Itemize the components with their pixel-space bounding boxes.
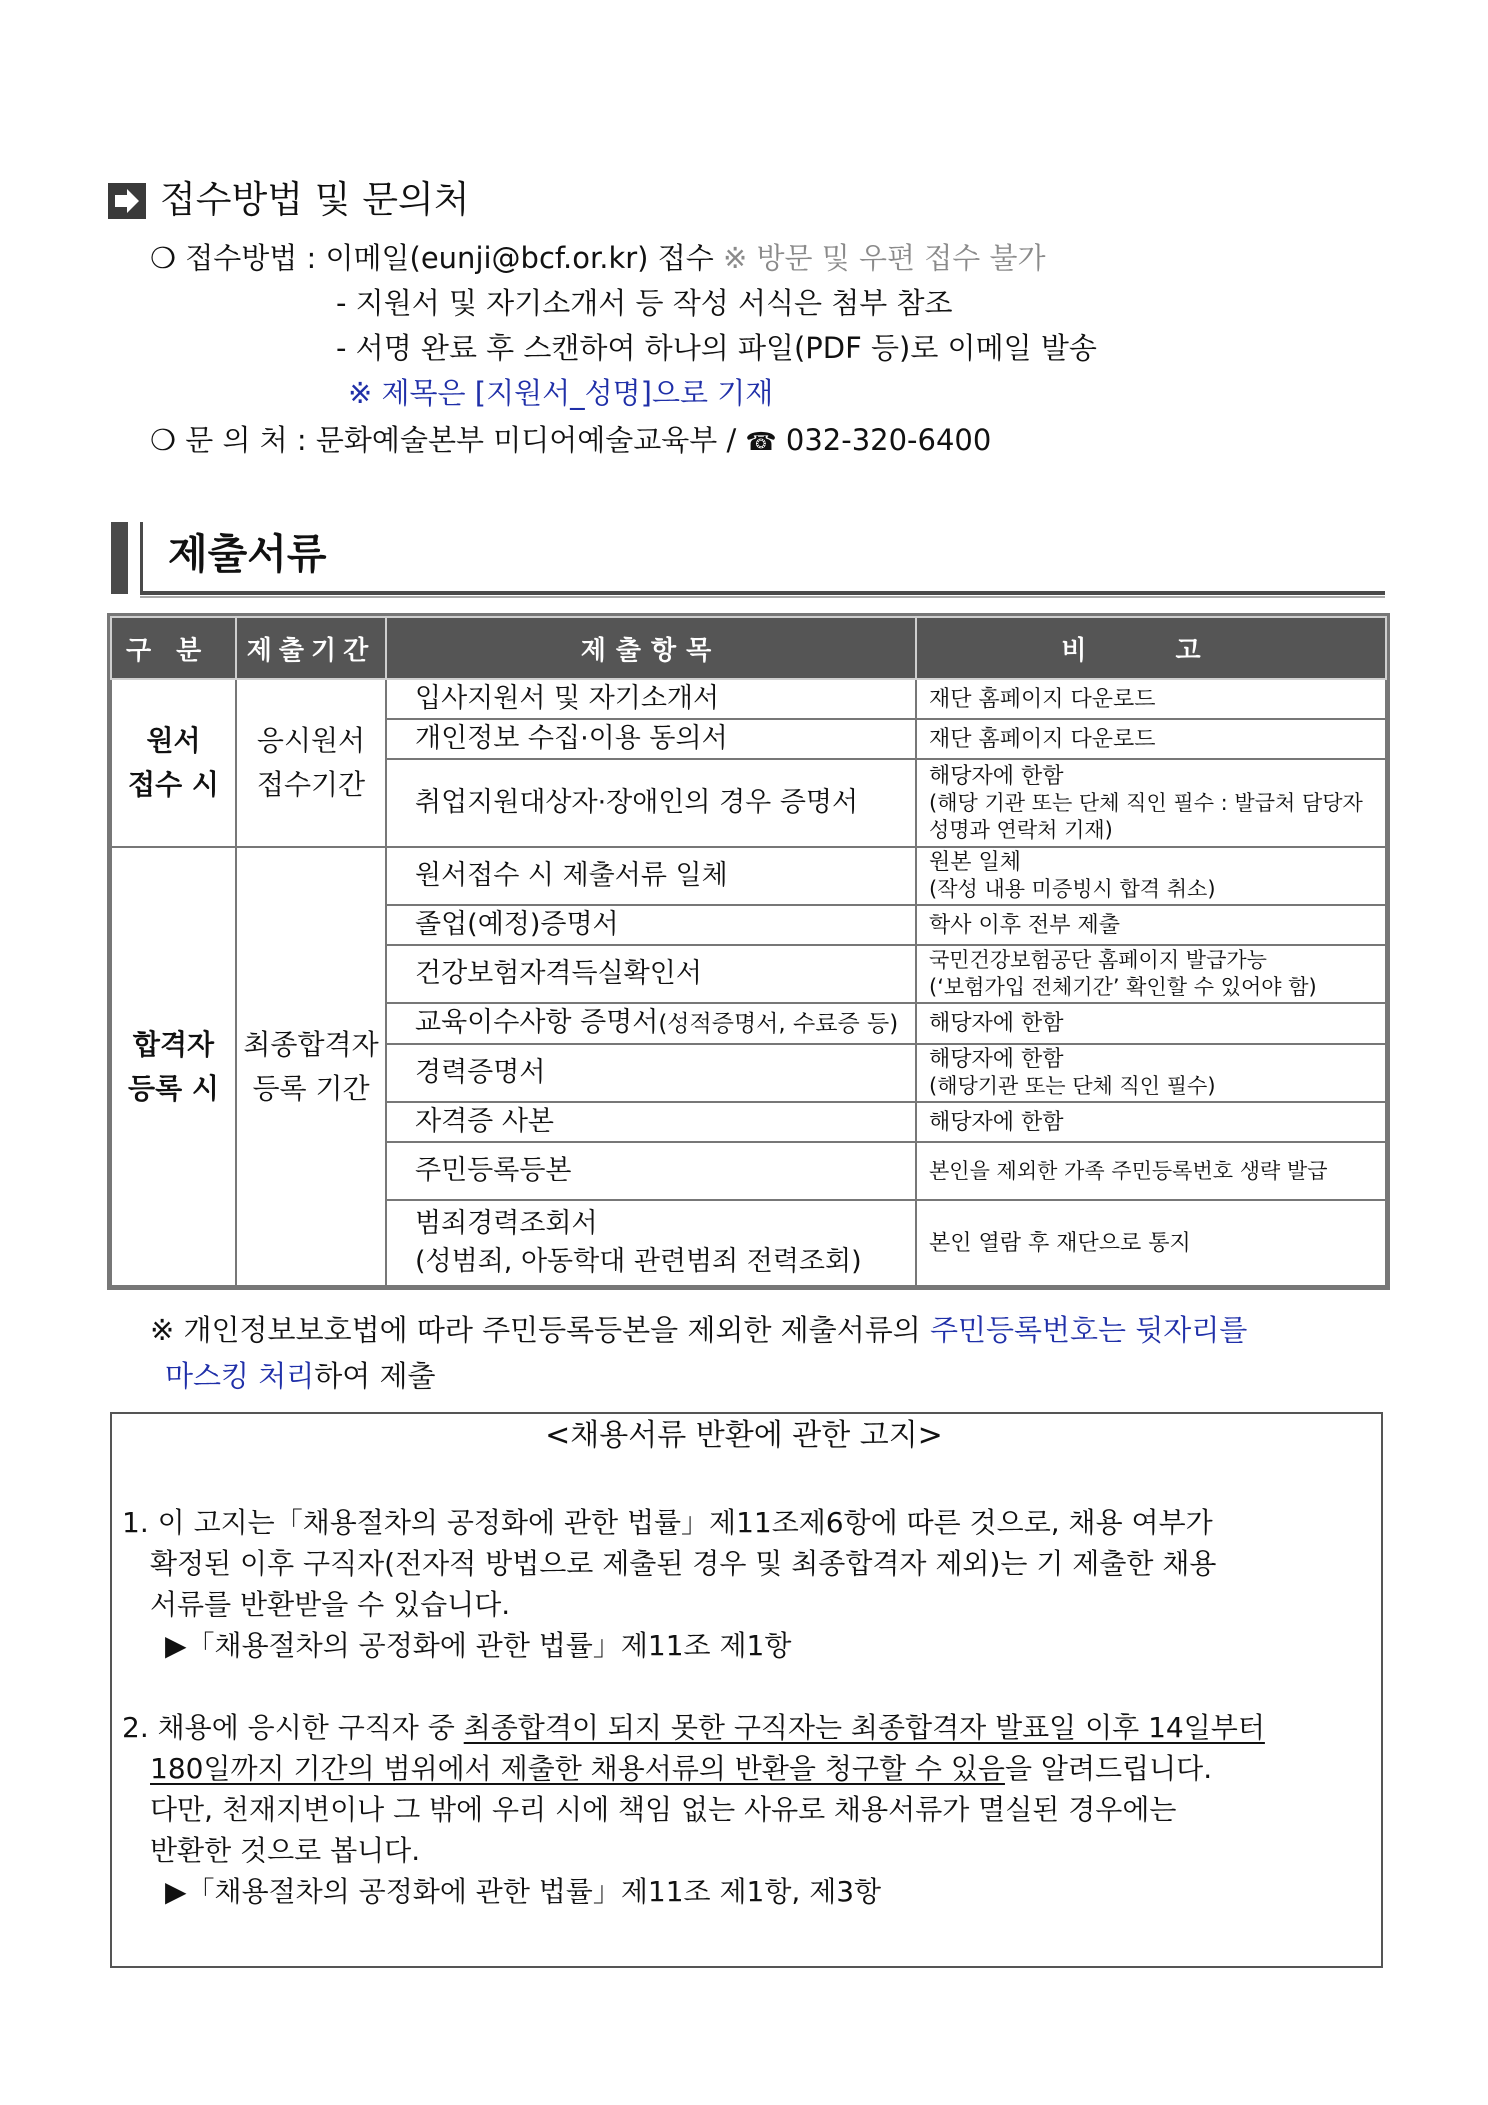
- notice-p2-line2: [150, 1748, 1212, 1789]
- table-row: [111, 847, 1386, 905]
- category-line: 합격자: [132, 1027, 215, 1061]
- heading-underline-light: [140, 596, 1385, 598]
- note-subtext: (‘보험가입 전체기간’ 확인할 수 있어야 함): [929, 975, 1317, 999]
- note-cell: [916, 1044, 1386, 1102]
- method-sub-2: - 서명 완료 후 스캔하여 하나의 파일(PDF 등)로 이메일 발송: [336, 331, 1097, 365]
- header-period: 제출기간: [236, 617, 386, 679]
- item-cell: 원서접수 시 제출서류 일체: [386, 847, 916, 905]
- period-cell: [236, 679, 386, 847]
- notice-p1-line3: 서류를 반환받을 수 있습니다.: [150, 1588, 511, 1621]
- item-cell: [386, 1200, 916, 1286]
- category-line: 원서: [146, 724, 201, 757]
- note-text: 해당자에 한함: [929, 763, 1064, 789]
- category-line: 등록 시: [128, 1071, 219, 1105]
- category-line: 접수 시: [128, 768, 219, 801]
- heading-bar-thin: [140, 522, 143, 594]
- notice-p2-line3: 다만, 천재지변이나 그 밖에 우리 시에 책임 없는 사유로 채용서류가 멸실된 경우에는: [150, 1793, 1177, 1826]
- period-line: 접수기간: [256, 768, 366, 801]
- notice-p1-line2: 확정된 이후 구직자(전자적 방법으로 제출된 경우 및 최종합격자 제외)는 기 제출한 채용: [150, 1547, 1217, 1580]
- notice-underlined: 최종합격이 되지 못한 구직자는 최종합격자 발표일 이후 14일부터: [463, 1711, 1265, 1744]
- notice-underlined: 180일까지 기간의 범위에서 제출한 채용서류의 반환을 청구할 수 있음: [150, 1752, 1005, 1785]
- item-cell: 입사지원서 및 자기소개서: [386, 679, 916, 719]
- phone-number: 032-320-6400: [776, 423, 992, 457]
- note-cell: 본인 열람 후 재단으로 통지: [916, 1200, 1386, 1286]
- item-cell: [386, 1003, 916, 1044]
- notice-title: <채용서류 반환에 관한 고지>: [545, 1418, 943, 1453]
- heading-bar: [111, 522, 128, 594]
- note-cell: 학사 이후 전부 제출: [916, 905, 1386, 945]
- item-cell: 취업지원대상자·장애인의 경우 증명서: [386, 759, 916, 847]
- notice-text: 2. 채용에 응시한 구직자 중: [122, 1711, 464, 1744]
- privacy-text: ※ 개인정보보호법에 따라 주민등록등본을 제외한 제출서류의: [150, 1313, 930, 1347]
- item-cell: 건강보험자격득실확인서: [386, 945, 916, 1003]
- note-cell: [916, 847, 1386, 905]
- item-subtext: (성적증명서, 수료증 등): [658, 1011, 899, 1037]
- method-note: ※ 방문 및 우편 접수 불가: [722, 241, 1046, 275]
- contact-label: ❍ 문 의 처 :: [150, 423, 316, 457]
- note-cell: [916, 945, 1386, 1003]
- table-row: [111, 679, 1386, 719]
- privacy-highlight: 주민등록번호는 뒷자리를: [929, 1313, 1248, 1347]
- category-cell: [111, 847, 236, 1286]
- notice-p2-line1: [122, 1707, 1265, 1748]
- period-line: 응시원서: [256, 724, 366, 757]
- table-header-row: [111, 617, 1386, 679]
- period-line: 등록 기간: [252, 1071, 370, 1105]
- category-cell: [111, 679, 236, 847]
- arrow-right-icon: [108, 183, 146, 219]
- item-cell: 졸업(예정)증명서: [386, 905, 916, 945]
- note-cell: [916, 759, 1386, 847]
- method-label: ❍ 접수방법 :: [150, 241, 326, 275]
- contact-value: 문화예술본부 미디어예술교육부 /: [315, 423, 746, 457]
- item-cell: 주민등록등본: [386, 1142, 916, 1200]
- method-sub-3: ※ 제목은 [지원서_성명]으로 기재: [348, 376, 774, 410]
- privacy-note-line-1: [150, 1310, 1247, 1350]
- header-category: 구 분: [111, 617, 236, 679]
- item-text: 범죄경력조회서: [415, 1208, 598, 1239]
- note-subtext: (해당 기관 또는 단체 직인 필수 : 발급처 담당자 성명과 연락처 기재): [929, 790, 1363, 842]
- item-cell: 경력증명서: [386, 1044, 916, 1102]
- notice-p1-reference: ▶「채용절차의 공정화에 관한 법률」제11조 제1항: [165, 1629, 792, 1662]
- submission-method-line: [150, 238, 1045, 278]
- privacy-highlight: 마스킹 처리: [165, 1359, 315, 1393]
- privacy-text: 하여 제출: [314, 1359, 436, 1393]
- item-cell: 개인정보 수집·이용 동의서: [386, 719, 916, 759]
- section-title-documents: 제출서류: [168, 530, 327, 578]
- notice-p2-reference: ▶「채용절차의 공정화에 관한 법률」제11조 제1항, 제3항: [165, 1875, 882, 1908]
- heading-underline: [140, 591, 1385, 595]
- contact-line: [150, 420, 991, 462]
- header-note: 비 고: [916, 617, 1386, 679]
- period-line: 최종합격자: [243, 1027, 379, 1061]
- notice-text: 을 알려드립니다.: [1004, 1752, 1213, 1785]
- period-cell: [236, 847, 386, 1286]
- notice-p1-line1: 1. 이 고지는「채용절차의 공정화에 관한 법률」제11조제6항에 따른 것으로, 채용 여부가: [122, 1506, 1213, 1539]
- note-cell: 해당자에 한함: [916, 1003, 1386, 1044]
- note-text: 해당자에 한함: [929, 1047, 1064, 1072]
- phone-icon: ☎: [745, 427, 777, 456]
- note-cell: 본인을 제외한 가족 주민등록번호 생략 발급: [916, 1142, 1386, 1200]
- method-sub-1: - 지원서 및 자기소개서 등 작성 서식은 첨부 참조: [336, 286, 953, 320]
- notice-p2-line4: 반환한 것으로 봅니다.: [150, 1834, 421, 1867]
- note-subtext: (작성 내용 미증빙시 합격 취소): [929, 877, 1216, 901]
- note-cell: 재단 홈페이지 다운로드: [916, 719, 1386, 759]
- item-subtext: (성범죄, 아동학대 관련범죄 전력조회): [415, 1246, 862, 1277]
- privacy-note-line-2: [165, 1356, 436, 1396]
- note-text: 국민건강보험공단 홈페이지 발급가능: [929, 948, 1267, 972]
- documents-table: [110, 616, 1387, 1287]
- note-cell: 해당자에 한함: [916, 1102, 1386, 1142]
- method-value: 이메일(eunji@bcf.or.kr) 접수: [325, 241, 723, 275]
- note-subtext: (해당기관 또는 단체 직인 필수): [929, 1074, 1216, 1098]
- item-text: 교육이수사항 증명서: [415, 1007, 659, 1038]
- header-item: 제출항목: [386, 617, 916, 679]
- note-text: 원본 일체: [929, 850, 1022, 875]
- item-cell: 자격증 사본: [386, 1102, 916, 1142]
- note-cell: 재단 홈페이지 다운로드: [916, 679, 1386, 719]
- section-title-submission: 접수방법 및 문의처: [160, 178, 470, 221]
